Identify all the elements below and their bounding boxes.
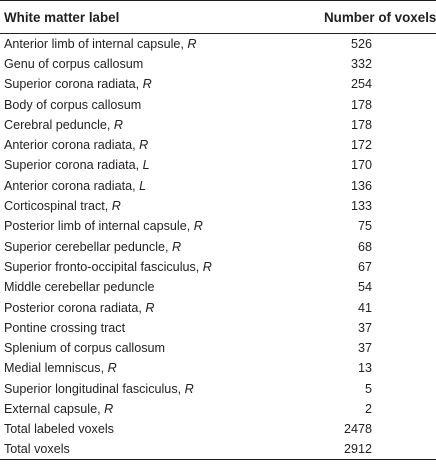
row-label-text: Cerebral peduncle, (4, 117, 114, 132)
row-voxel-count: 2478 (343, 422, 372, 437)
table-row-total-voxels (0, 439, 436, 459)
row-voxel-count: 133 (350, 199, 372, 214)
row-label-text: Anterior limb of internal capsule, (4, 36, 188, 51)
row-label-text: Total voxels (4, 442, 70, 457)
row-label-text: Total labeled voxels (4, 422, 114, 437)
table-row (0, 216, 436, 236)
row-voxel-count: 37 (357, 341, 372, 356)
row-label-text: Anterior corona radiata, (4, 178, 140, 193)
header-row (0, 1, 436, 34)
row-voxel-count: 332 (350, 56, 372, 71)
row-label (0, 115, 314, 135)
row-side: R (145, 300, 155, 315)
table-row (0, 196, 436, 216)
row-label (0, 277, 314, 297)
header-white-matter-label: White matter label (0, 1, 314, 34)
row-voxel-count: 54 (357, 280, 372, 295)
row-voxel-count: 2912 (314, 439, 436, 459)
row-voxel-count: 178 (350, 97, 372, 112)
row-voxel-count: 37 (357, 320, 372, 335)
row-label (0, 34, 314, 54)
row-voxel-count: 172 (350, 138, 372, 153)
row-side: R (193, 219, 203, 234)
row-side: R (172, 239, 182, 254)
row-side: R (142, 77, 152, 92)
row-label-text: Pontine crossing tract (4, 320, 126, 335)
row-voxel-count: 5 (364, 381, 372, 396)
row-label-text: Anterior corona radiata, (4, 138, 140, 153)
table-row-total-labeled (0, 419, 436, 439)
table-row (0, 34, 436, 54)
table-row (0, 236, 436, 256)
row-side: L (142, 158, 150, 173)
row-side: R (104, 401, 114, 416)
row-side: R (107, 361, 117, 376)
row-voxel-count: 2 (364, 401, 372, 416)
table-row (0, 115, 436, 135)
row-label-text: Posterior corona radiata, (4, 300, 146, 315)
table-body (0, 34, 436, 460)
row-voxel-count: 526 (350, 36, 372, 51)
row-voxel-count: 13 (357, 361, 372, 376)
table-row (0, 176, 436, 196)
row-side: R (184, 381, 194, 396)
row-label-text: Superior corona radiata, (4, 77, 143, 92)
row-side: R (187, 36, 197, 51)
row-label (0, 155, 314, 175)
table-row (0, 94, 436, 114)
row-side: R (202, 259, 212, 274)
row-voxel-count: 178 (350, 117, 372, 132)
row-label (0, 257, 314, 277)
row-side: R (111, 199, 121, 214)
row-voxel-count: 170 (350, 158, 372, 173)
row-label-text: Genu of corpus callosum (4, 56, 144, 71)
table-header (0, 1, 436, 34)
table-row (0, 399, 436, 419)
row-voxel-count: 41 (357, 300, 372, 315)
row-label-text: Medial lemniscus, (4, 361, 108, 376)
table-row (0, 358, 436, 378)
row-label (0, 439, 314, 459)
row-label-text: Corticospinal tract, (4, 199, 112, 214)
row-side: R (113, 117, 124, 132)
row-label (0, 236, 314, 256)
row-label (0, 135, 314, 155)
row-label-text: Superior cerebellar peduncle, (4, 239, 173, 254)
table-row (0, 379, 436, 399)
table-row (0, 338, 436, 358)
row-label (0, 94, 314, 114)
row-side: R (139, 138, 149, 153)
row-label-text: Body of corpus callosum (4, 97, 142, 112)
row-voxel-count: 136 (350, 178, 372, 193)
row-voxel-count: 254 (350, 77, 372, 92)
row-label (0, 297, 314, 317)
row-label-text: Superior longitudinal fasciculus, (4, 381, 185, 396)
table-row (0, 74, 436, 94)
row-label (0, 54, 314, 74)
table-row (0, 257, 436, 277)
row-label-text: External capsule, (4, 401, 105, 416)
row-label-text: Splenium of corpus callosum (4, 341, 165, 356)
row-label (0, 399, 314, 419)
row-label (0, 216, 314, 236)
row-label-text: Superior corona radiata, (4, 158, 143, 173)
row-label (0, 196, 314, 216)
row-voxel-count: 67 (357, 259, 372, 274)
row-label (0, 176, 314, 196)
row-label-text: Posterior limb of internal capsule, (4, 219, 194, 234)
table-row (0, 277, 436, 297)
row-voxel-count: 75 (357, 219, 372, 234)
row-label (0, 419, 314, 439)
row-voxel-count: 68 (357, 239, 372, 254)
row-label (0, 74, 314, 94)
table-row (0, 135, 436, 155)
header-number-of-voxels: Number of voxels (314, 1, 436, 34)
row-label-text: Superior fronto-occipital fasciculus, (4, 259, 203, 274)
row-label (0, 338, 314, 358)
table-row (0, 318, 436, 338)
row-side: L (139, 178, 147, 193)
table-row (0, 155, 436, 175)
row-label-text: Middle cerebellar peduncle (4, 280, 155, 295)
row-label (0, 379, 314, 399)
table-row (0, 297, 436, 317)
row-label (0, 358, 314, 378)
row-label (0, 318, 314, 338)
table-row (0, 54, 436, 74)
